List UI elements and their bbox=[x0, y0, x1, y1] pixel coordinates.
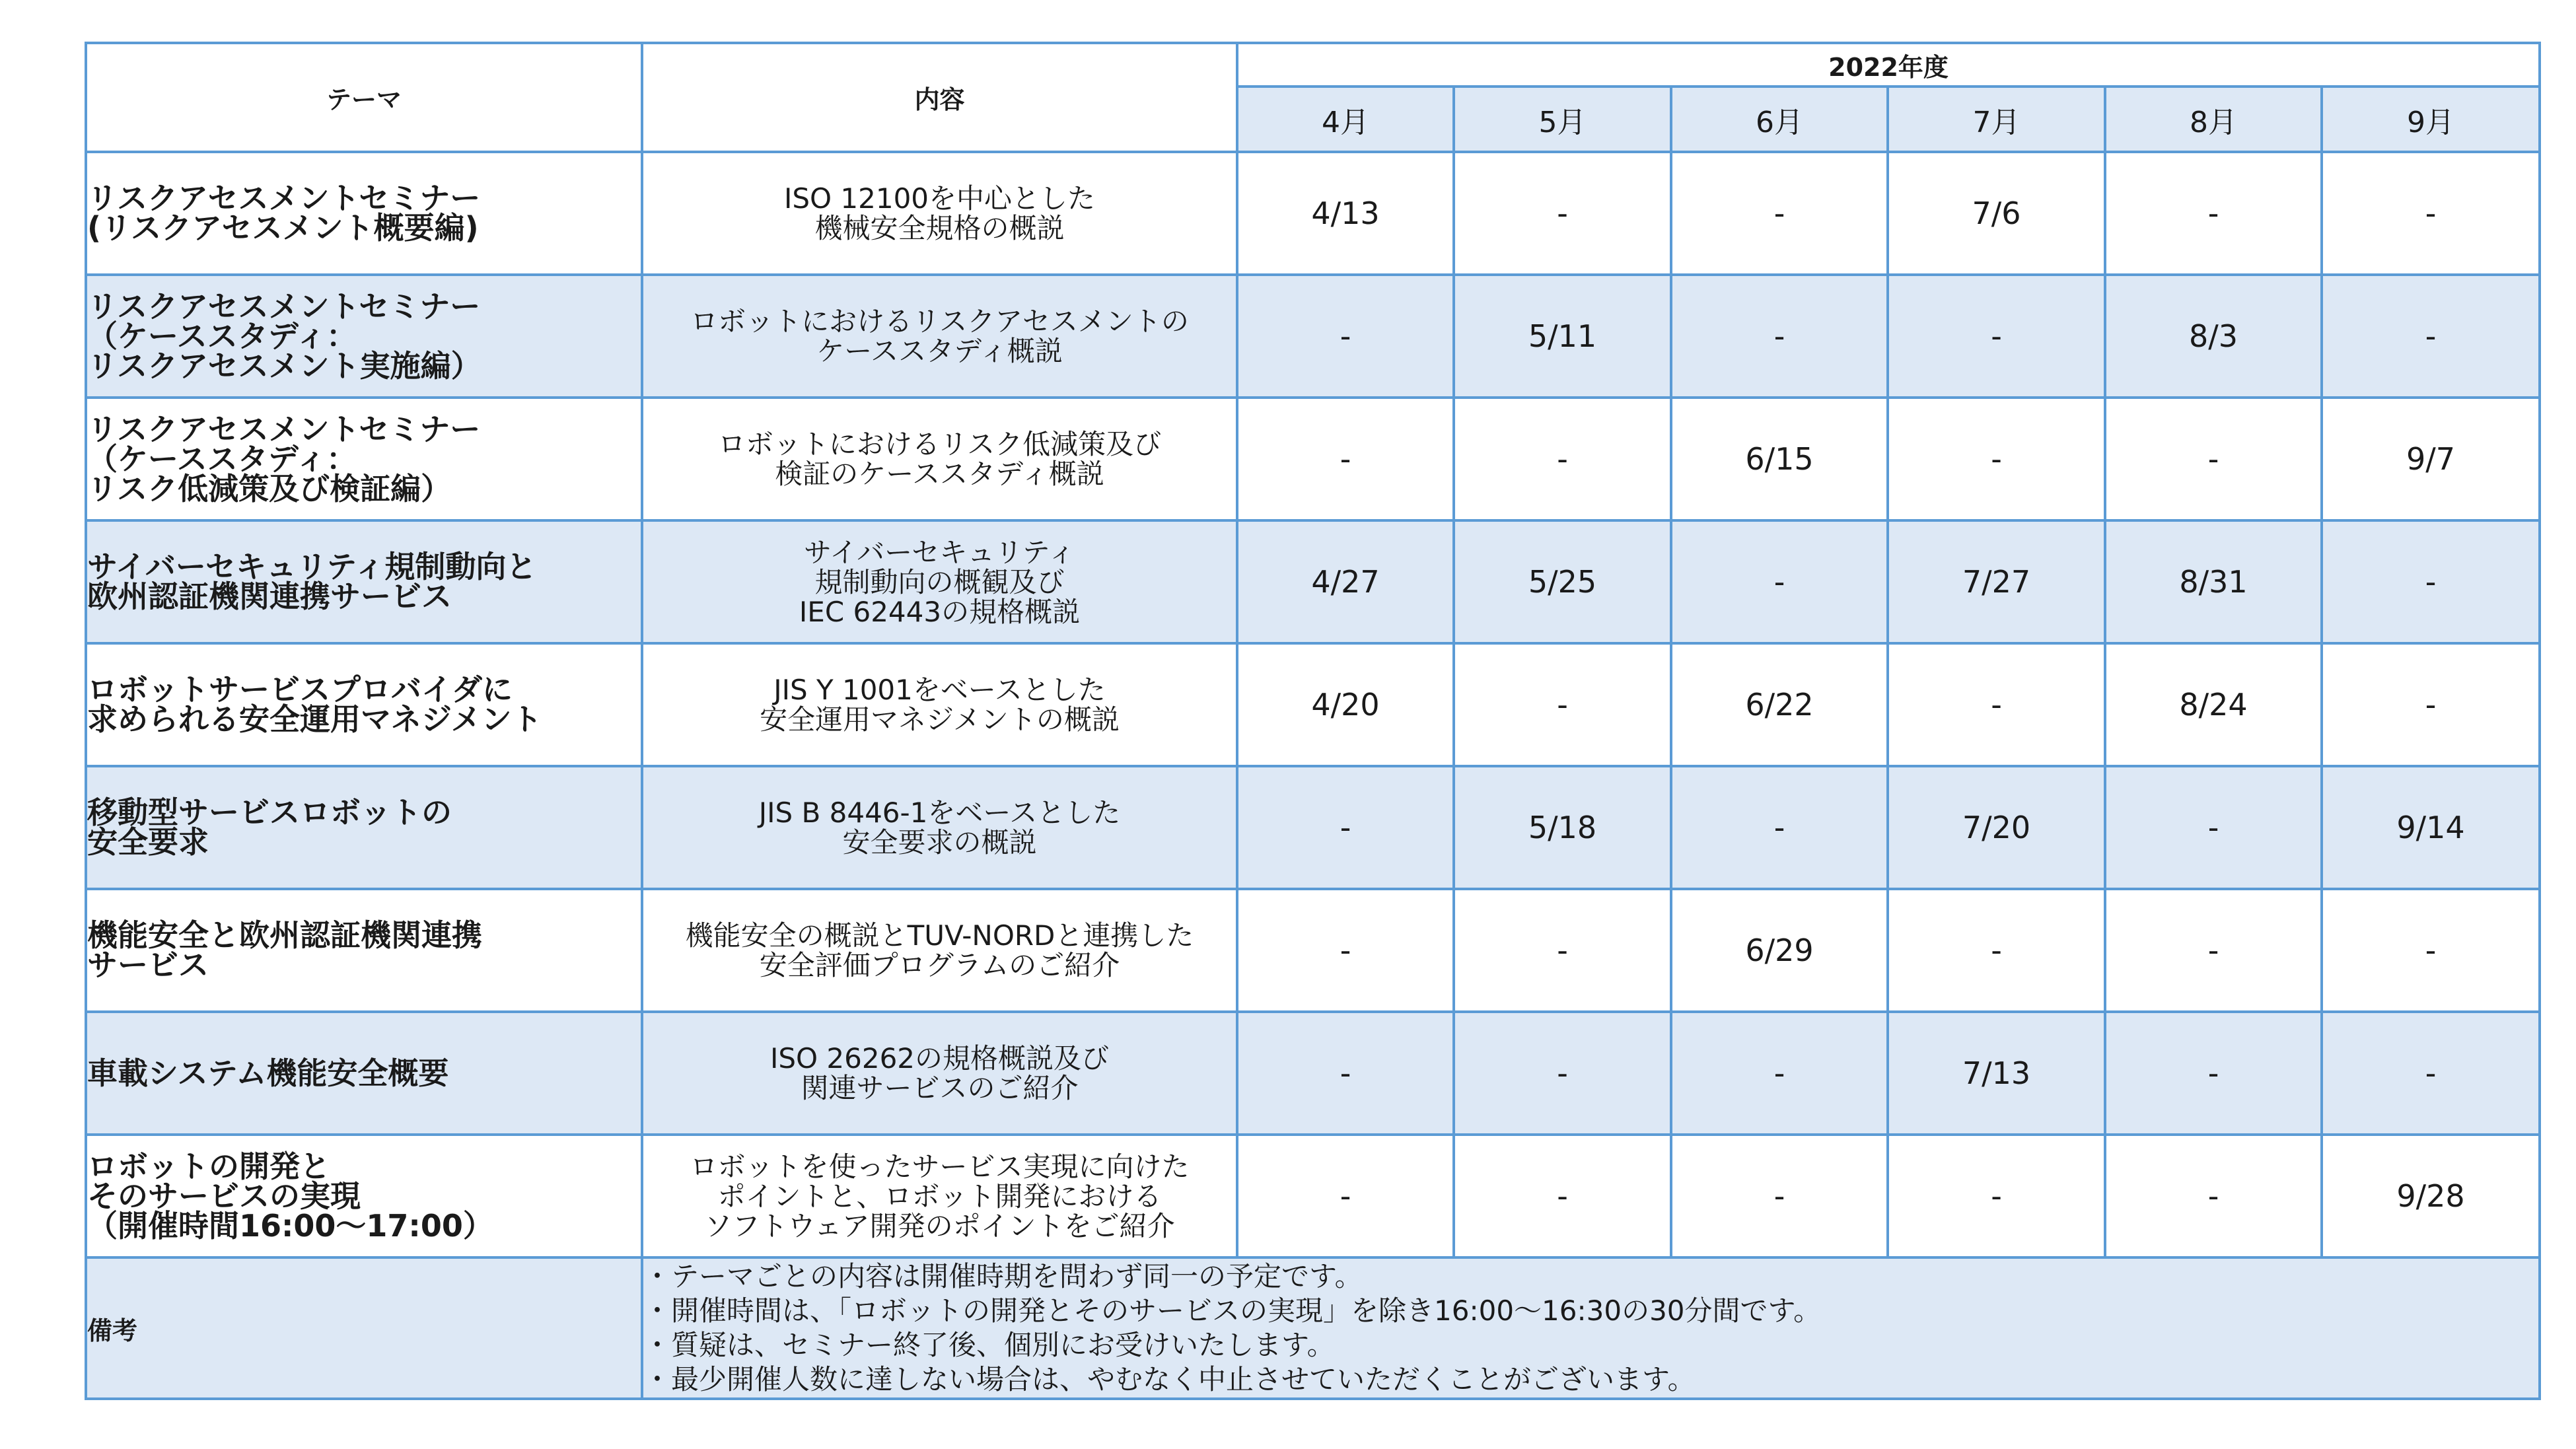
theme-cell: リスクアセスメントセミナー （ケーススタディ： リスク低減策及び検証編） bbox=[86, 398, 642, 520]
date-cell: 6/29 bbox=[1671, 889, 1888, 1012]
date-cell: 4/13 bbox=[1237, 152, 1454, 275]
note-line: ・質疑は、セミナー終了後、個別にお受けいたします。 bbox=[643, 1329, 1335, 1361]
date-cell: - bbox=[1888, 398, 2105, 520]
note-line: ・テーマごとの内容は開催時期を問わず同一の予定です。 bbox=[643, 1260, 1363, 1292]
content-cell: JIS Y 1001をベースとした 安全運用マネジメントの概説 bbox=[642, 643, 1237, 766]
date-cell: - bbox=[1454, 1012, 1671, 1135]
date-cell: - bbox=[1237, 889, 1454, 1012]
date-cell: - bbox=[2322, 520, 2540, 643]
theme-cell: 機能安全と欧州認証機関連携 サービス bbox=[86, 889, 642, 1012]
note-line: ・最少開催人数に達しない場合は、やむなく中止させていただくことがございます。 bbox=[643, 1363, 1696, 1396]
date-cell: - bbox=[2105, 889, 2322, 1012]
theme-cell: 車載システム機能安全概要 bbox=[86, 1012, 642, 1135]
theme-header: テーマ bbox=[86, 43, 642, 152]
date-cell: - bbox=[1237, 1012, 1454, 1135]
date-cell: - bbox=[2322, 152, 2540, 275]
theme-cell: リスクアセスメントセミナー (リスクアセスメント概要編) bbox=[86, 152, 642, 275]
date-cell: 8/31 bbox=[2105, 520, 2322, 643]
date-cell: - bbox=[2105, 1012, 2322, 1135]
content-cell: ISO 12100を中心とした 機械安全規格の概説 bbox=[642, 152, 1237, 275]
date-cell: - bbox=[1237, 275, 1454, 398]
date-cell: - bbox=[1454, 889, 1671, 1012]
date-cell: 9/7 bbox=[2322, 398, 2540, 520]
seminar-schedule-table bbox=[85, 42, 2541, 1400]
schedule-row bbox=[86, 889, 2540, 1012]
note-line: ・開催時間は、「ロボットの開発とそのサービスの実現」を除き16:00～16:30の30分間です。 bbox=[643, 1294, 1822, 1327]
month-header: 7月 bbox=[1888, 87, 2105, 152]
content-cell: 機能安全の概説とTUV-NORDと連携した 安全評価プログラムのご紹介 bbox=[642, 889, 1237, 1012]
date-cell: - bbox=[1671, 1135, 1888, 1257]
content-header: 内容 bbox=[642, 43, 1237, 152]
content-cell: ロボットにおけるリスク低減策及び 検証のケーススタディ概説 bbox=[642, 398, 1237, 520]
month-header: 9月 bbox=[2322, 87, 2540, 152]
date-cell: - bbox=[1454, 1135, 1671, 1257]
theme-cell: 移動型サービスロボットの 安全要求 bbox=[86, 766, 642, 889]
notes-label: 備考 bbox=[86, 1257, 642, 1399]
date-cell: - bbox=[2105, 1135, 2322, 1257]
date-cell: - bbox=[1888, 275, 2105, 398]
date-cell: - bbox=[1888, 889, 2105, 1012]
date-cell: 7/6 bbox=[1888, 152, 2105, 275]
month-header: 6月 bbox=[1671, 87, 1888, 152]
content-cell: ロボットを使ったサービス実現に向けた ポイントと、ロボット開発における ソフトウェア開発のポイントをご紹介 bbox=[642, 1135, 1237, 1257]
notes-body bbox=[642, 1257, 2540, 1399]
date-cell: - bbox=[1454, 152, 1671, 275]
date-cell: 7/13 bbox=[1888, 1012, 2105, 1135]
date-cell: 5/18 bbox=[1454, 766, 1671, 889]
schedule-row bbox=[86, 1135, 2540, 1257]
schedule-row bbox=[86, 766, 2540, 889]
date-cell: 9/14 bbox=[2322, 766, 2540, 889]
date-cell: 8/24 bbox=[2105, 643, 2322, 766]
date-cell: 6/15 bbox=[1671, 398, 1888, 520]
date-cell: - bbox=[1454, 398, 1671, 520]
date-cell: 5/25 bbox=[1454, 520, 1671, 643]
content-cell: JIS B 8446-1をベースとした 安全要求の概説 bbox=[642, 766, 1237, 889]
date-cell: - bbox=[1888, 1135, 2105, 1257]
schedule-row bbox=[86, 1012, 2540, 1135]
date-cell: - bbox=[2322, 1012, 2540, 1135]
date-cell: 4/27 bbox=[1237, 520, 1454, 643]
date-cell: 8/3 bbox=[2105, 275, 2322, 398]
date-cell: - bbox=[1454, 643, 1671, 766]
content-cell: ロボットにおけるリスクアセスメントの ケーススタディ概説 bbox=[642, 275, 1237, 398]
date-cell: - bbox=[1671, 520, 1888, 643]
month-header: 5月 bbox=[1454, 87, 1671, 152]
content-cell: ISO 26262の規格概説及び 関連サービスのご紹介 bbox=[642, 1012, 1237, 1135]
date-cell: - bbox=[2322, 889, 2540, 1012]
date-cell: 7/20 bbox=[1888, 766, 2105, 889]
date-cell: - bbox=[2105, 152, 2322, 275]
theme-cell: ロボットサービスプロバイダに 求められる安全運用マネジメント bbox=[86, 643, 642, 766]
date-cell: - bbox=[1237, 398, 1454, 520]
date-cell: - bbox=[1237, 766, 1454, 889]
date-cell: - bbox=[1237, 1135, 1454, 1257]
theme-cell: ロボットの開発と そのサービスの実現 （開催時間16:00～17:00） bbox=[86, 1135, 642, 1257]
date-cell: 7/27 bbox=[1888, 520, 2105, 643]
date-cell: 9/28 bbox=[2322, 1135, 2540, 1257]
month-header: 8月 bbox=[2105, 87, 2322, 152]
date-cell: - bbox=[1888, 643, 2105, 766]
notes-row bbox=[86, 1257, 2540, 1399]
date-cell: 5/11 bbox=[1454, 275, 1671, 398]
content-cell: サイバーセキュリティ 規制動向の概観及び IEC 62443の規格概説 bbox=[642, 520, 1237, 643]
date-cell: 6/22 bbox=[1671, 643, 1888, 766]
date-cell: 4/20 bbox=[1237, 643, 1454, 766]
date-cell: - bbox=[2105, 766, 2322, 889]
fiscal-year-header: 2022年度 bbox=[1237, 43, 2540, 87]
theme-cell: リスクアセスメントセミナー （ケーススタディ： リスクアセスメント実施編） bbox=[86, 275, 642, 398]
date-cell: - bbox=[1671, 275, 1888, 398]
date-cell: - bbox=[2322, 275, 2540, 398]
date-cell: - bbox=[1671, 1012, 1888, 1135]
theme-cell: サイバーセキュリティ規制動向と 欧州認証機関連携サービス bbox=[86, 520, 642, 643]
schedule-row bbox=[86, 275, 2540, 398]
date-cell: - bbox=[1671, 152, 1888, 275]
date-cell: - bbox=[2322, 643, 2540, 766]
date-cell: - bbox=[2105, 398, 2322, 520]
schedule-row bbox=[86, 643, 2540, 766]
month-header: 4月 bbox=[1237, 87, 1454, 152]
schedule-row bbox=[86, 398, 2540, 520]
schedule-row bbox=[86, 152, 2540, 275]
schedule-row bbox=[86, 520, 2540, 643]
date-cell: - bbox=[1671, 766, 1888, 889]
